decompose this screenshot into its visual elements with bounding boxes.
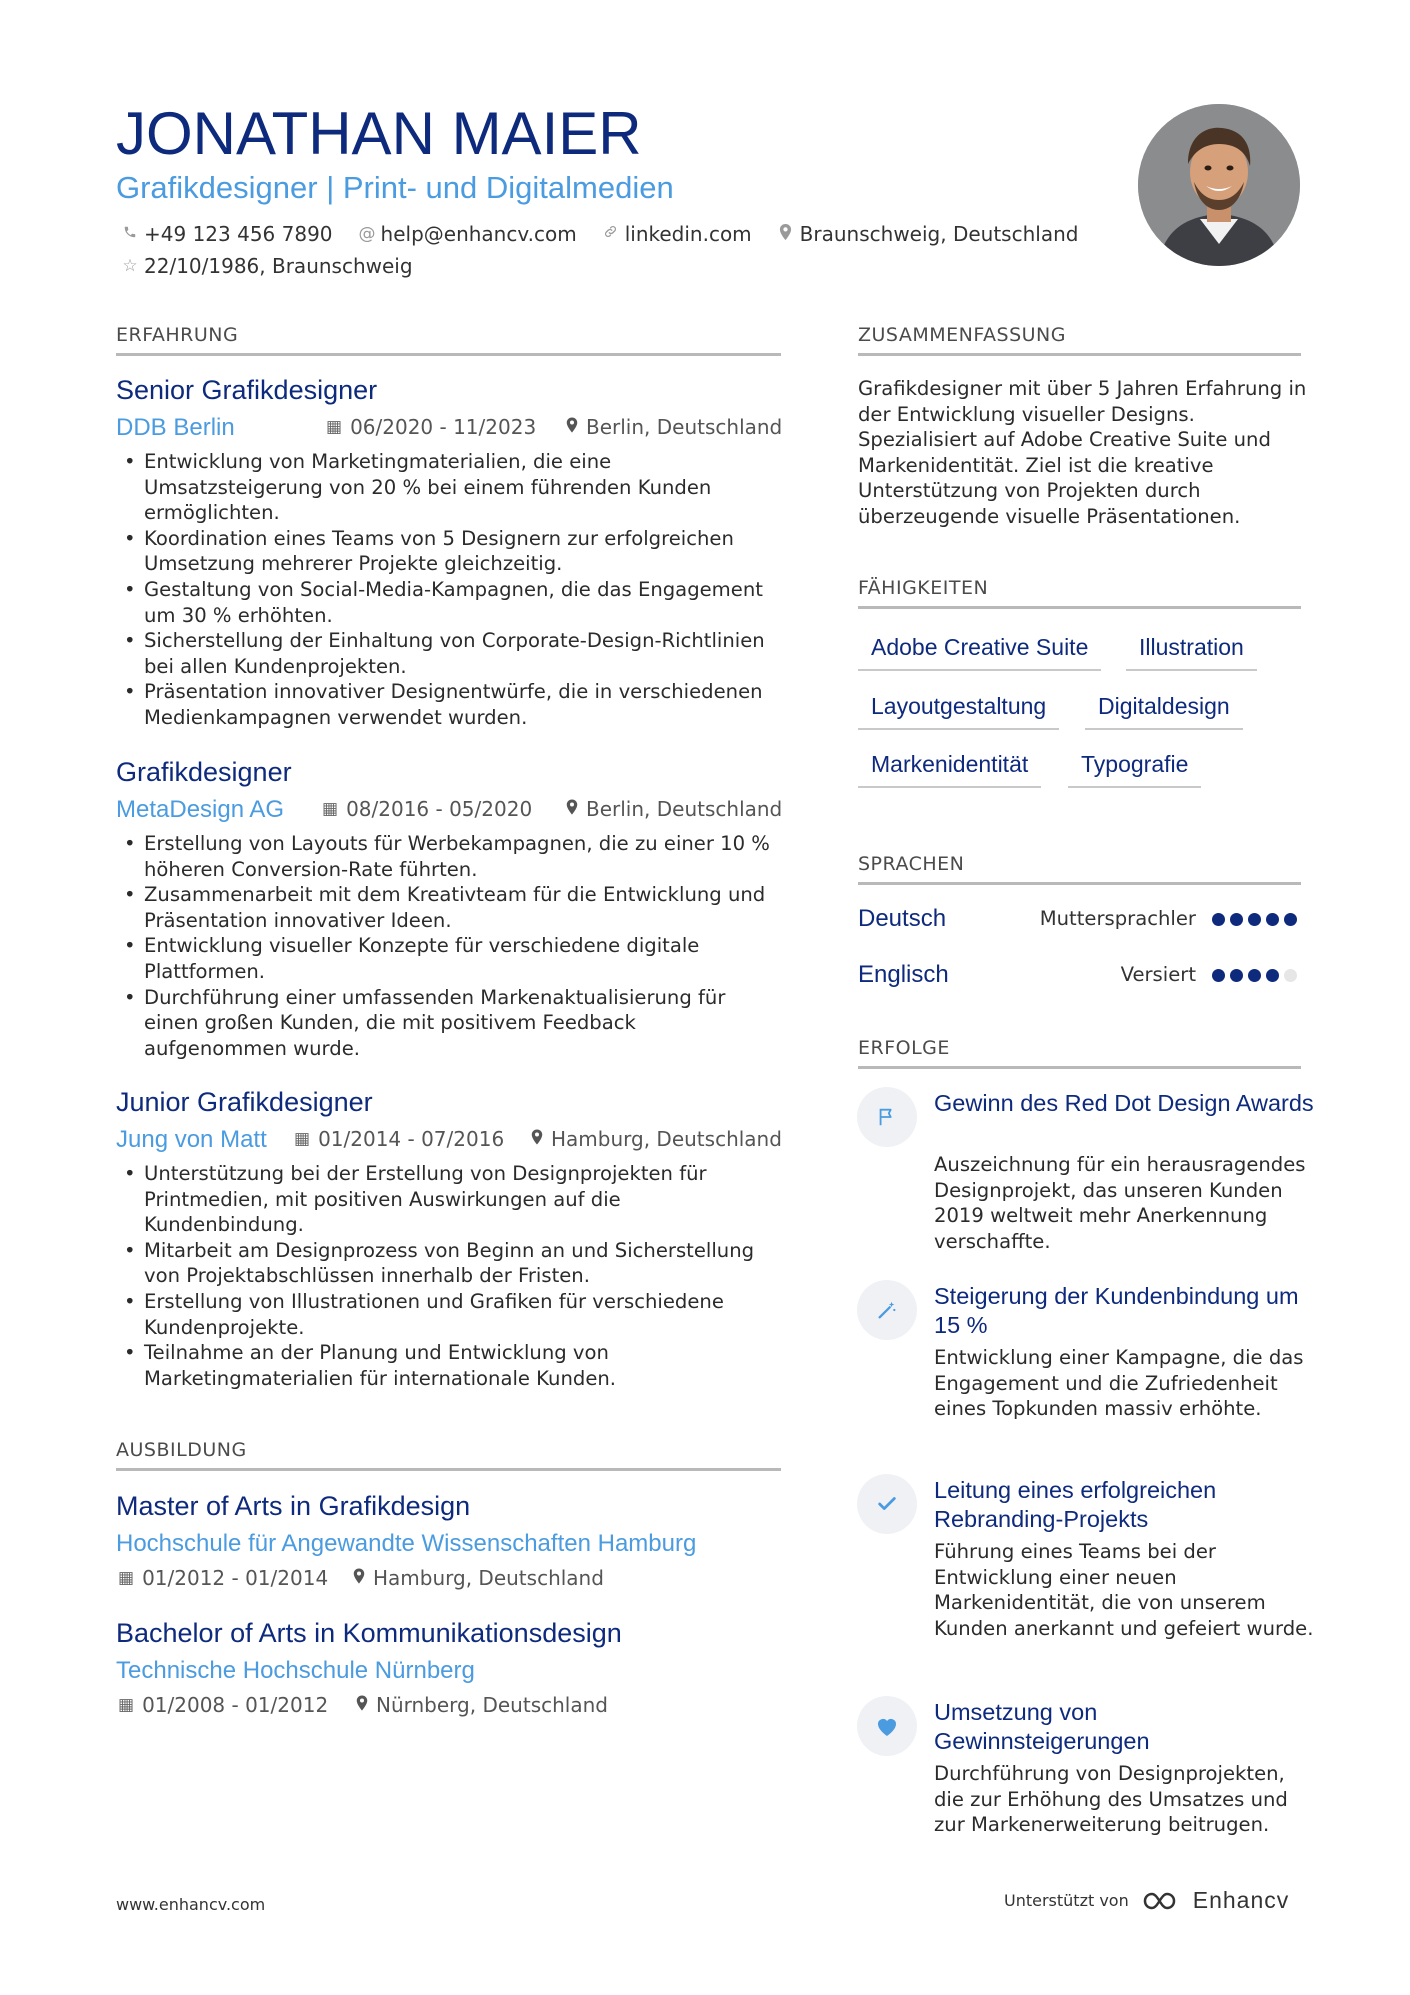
company-name: DDB Berlin <box>116 414 235 441</box>
job-location <box>531 1127 782 1151</box>
job-location-text: Hamburg, Deutschland <box>551 1127 782 1151</box>
rating-dot <box>1212 969 1225 982</box>
flag-icon <box>857 1087 917 1147</box>
bullet-item: • Präsentation innovativer Designentwürfe, die in verschiedenen Medienkampagnen verwendet wurden. <box>116 679 781 730</box>
job-location <box>566 797 782 821</box>
job-dates-text: 06/2020 - 11/2023 <box>350 415 537 439</box>
skill-tag: Digitaldesign <box>1085 693 1243 730</box>
rating-dot <box>1284 913 1297 926</box>
location-pin-icon <box>778 224 794 245</box>
skill-tag: Markenidentität <box>858 751 1041 788</box>
education-dates <box>118 1566 328 1590</box>
rating-dot <box>1284 969 1297 982</box>
bullet-item: • Erstellung von Illustrationen und Grafiken für verschiedene Kundenprojekte. <box>116 1289 781 1340</box>
rating-dot <box>1266 913 1279 926</box>
calendar-icon: ▦ <box>118 1568 135 1588</box>
job-location-text: Berlin, Deutschland <box>586 797 783 821</box>
job-location-text: Berlin, Deutschland <box>586 415 783 439</box>
linkedin-text[interactable]: linkedin.com <box>624 222 752 246</box>
school-name: Technische Hochschule Nürnberg <box>116 1657 475 1684</box>
location-pin-icon <box>356 1695 368 1716</box>
bullet-item: • Koordination eines Teams von 5 Designern zur erfolgreichen Umsetzung mehrerer Projekte gleichzeitig. <box>116 526 781 577</box>
summary-text: Grafikdesigner mit über 5 Jahren Erfahrung in der Entwicklung visueller Designs. Spezialisiert auf Adobe Creative Suite und Markenidentität. Ziel ist die kreative Unterstützung von Projekten durch überzeugende visuelle Präsentationen. <box>858 377 1307 528</box>
achievement-description: Entwicklung einer Kampagne, die das Engagement und die Zufriedenheit eines Topkunden massiv erhöhte. <box>934 1346 1304 1421</box>
bullet-item: • Erstellung von Layouts für Werbekampagnen, die zu einer 10 % höheren Conversion-Rate führten. <box>116 831 781 882</box>
achievement-title: Steigerung der Kundenbindung um 15 % <box>934 1283 1299 1338</box>
skill-tag: Layoutgestaltung <box>858 693 1059 730</box>
enhancv-logo <box>1141 1887 1290 1914</box>
achievements-section-title: ERFOLGE <box>858 1037 1301 1069</box>
calendar-icon: ▦ <box>326 417 343 437</box>
footer-website[interactable]: www.enhancv.com <box>116 1895 266 1914</box>
achievement-description: Führung eines Teams bei der Entwicklung einer neuen Markenidentität, die von unserem Kunden anerkannt und gefeiert wurde. <box>934 1540 1314 1640</box>
experience-section-title: ERFAHRUNG <box>116 324 781 356</box>
education-location <box>356 1693 608 1717</box>
language-level: Muttersprachler <box>1039 907 1196 930</box>
rating-dot <box>1230 913 1243 926</box>
heart-icon <box>857 1696 917 1756</box>
achievement-title: Leitung eines erfolgreichen Rebranding-Projekts <box>934 1477 1217 1532</box>
job-dates-text: 08/2016 - 05/2020 <box>346 797 533 821</box>
rating-dot <box>1248 913 1261 926</box>
achievement-description: Auszeichnung für ein herausragendes Designprojekt, das unseren Kunden 2019 weltweit mehr Anerkennung verschaffte. <box>934 1153 1306 1253</box>
job-location <box>566 415 782 439</box>
language-level: Versiert <box>1120 963 1196 986</box>
candidate-name: JONATHAN MAIER <box>116 100 642 167</box>
location-pin-icon <box>353 1568 365 1589</box>
job-dates <box>326 415 536 439</box>
email-item <box>359 222 577 246</box>
bullet-item: • Mitarbeit am Designprozess von Beginn an und Sicherstellung von Projektabschlüssen innerhalb der Fristen. <box>116 1238 781 1289</box>
at-icon: @ <box>358 224 376 244</box>
location-pin-icon <box>566 417 578 438</box>
summary-section-title: ZUSAMMENFASSUNG <box>858 324 1301 356</box>
skill-tag: Typografie <box>1068 751 1201 788</box>
contact-row-2 <box>122 251 439 281</box>
contact-row-1 <box>122 219 1104 249</box>
linkedin-item <box>603 222 752 246</box>
education-section-title: AUSBILDUNG <box>116 1439 781 1471</box>
language-name: Englisch <box>858 961 949 988</box>
skill-tag: Illustration <box>1126 634 1257 671</box>
language-name: Deutsch <box>858 905 947 932</box>
job-dates-text: 01/2014 - 07/2016 <box>318 1127 505 1151</box>
phone-icon <box>122 224 138 244</box>
job-title: Senior Grafikdesigner <box>116 375 378 405</box>
achievement-title: Gewinn des Red Dot Design Awards <box>934 1090 1314 1116</box>
rating-dot <box>1266 969 1279 982</box>
checkmark-icon <box>857 1474 917 1534</box>
bullet-item: • Entwicklung visueller Konzepte für verschiedene digitale Plattformen. <box>116 933 781 984</box>
education-location <box>353 1566 604 1590</box>
calendar-icon: ▦ <box>118 1695 135 1715</box>
bullet-item: • Durchführung einer umfassenden Markenaktualisierung für einen großen Kunden, die mit positivem Feedback aufgenommen wurde. <box>116 985 781 1062</box>
bullet-item: • Zusammenarbeit mit dem Kreativteam für die Entwicklung und Präsentation innovativer Ideen. <box>116 882 781 933</box>
rating-dot <box>1230 969 1243 982</box>
location-item <box>778 222 1079 246</box>
school-name: Hochschule für Angewandte Wissenschaften Hamburg <box>116 1530 697 1557</box>
brand-name: Enhancv <box>1192 1887 1290 1913</box>
education-location-text: Hamburg, Deutschland <box>373 1566 604 1590</box>
profile-photo <box>1138 104 1300 266</box>
job-bullets <box>116 1161 781 1391</box>
achievement-description: Durchführung von Designprojekten, die zur Erhöhung des Umsatzes und zur Markenerweiterung beitrugen. <box>934 1762 1288 1837</box>
email-text[interactable]: help@enhancv.com <box>380 222 577 246</box>
degree-title: Bachelor of Arts in Kommunikationsdesign <box>116 1618 622 1648</box>
magic-wand-icon <box>857 1280 917 1340</box>
job-bullets <box>116 449 781 731</box>
degree-title: Master of Arts in Grafikdesign <box>116 1491 471 1521</box>
job-dates <box>322 797 532 821</box>
rating-dot <box>1212 913 1225 926</box>
achievement-title: Umsetzung von Gewinnsteigerungen <box>934 1699 1150 1754</box>
phone-item <box>122 222 333 246</box>
rating-dot <box>1248 969 1261 982</box>
education-dates-text: 01/2008 - 01/2012 <box>142 1693 329 1717</box>
job-title: Grafikdesigner <box>116 757 292 787</box>
link-icon <box>603 224 619 244</box>
company-name: MetaDesign AG <box>116 796 285 823</box>
job-dates <box>294 1127 504 1151</box>
bullet-item: • Gestaltung von Social-Media-Kampagnen, die das Engagement um 30 % erhöhten. <box>116 577 781 628</box>
birth-item <box>122 254 413 278</box>
location-text: Braunschweig, Deutschland <box>799 222 1079 246</box>
education-dates-text: 01/2012 - 01/2014 <box>142 1566 329 1590</box>
languages-section-title: SPRACHEN <box>858 853 1301 885</box>
bullet-item: • Unterstützung bei der Erstellung von Designprojekten für Printmedien, mit positiven Auswirkungen auf die Kundenbindung. <box>116 1161 781 1238</box>
calendar-icon: ▦ <box>294 1129 311 1149</box>
location-pin-icon <box>566 799 578 820</box>
language-rating <box>1207 969 1297 982</box>
powered-by-text: Unterstützt von <box>1004 1891 1129 1910</box>
footer-branding <box>1004 1887 1289 1914</box>
bullet-item: • Entwicklung von Marketingmaterialien, die eine Umsatzsteigerung von 20 % bei einem führenden Kunden ermöglichten. <box>116 449 781 526</box>
company-name: Jung von Matt <box>116 1126 267 1153</box>
skill-tag: Adobe Creative Suite <box>858 634 1101 671</box>
job-bullets <box>116 831 781 1061</box>
education-location-text: Nürnberg, Deutschland <box>376 1693 608 1717</box>
candidate-title: Grafikdesigner | Print- und Digitalmedien <box>116 170 674 205</box>
education-dates <box>118 1693 328 1717</box>
location-pin-icon <box>531 1129 543 1150</box>
bullet-item: • Sicherstellung der Einhaltung von Corporate-Design-Richtlinien bei allen Kundenprojekten. <box>116 628 781 679</box>
language-rating <box>1207 913 1297 926</box>
skills-section-title: FÄHIGKEITEN <box>858 577 1301 609</box>
birth-text: 22/10/1986, Braunschweig <box>144 254 413 278</box>
job-title: Junior Grafikdesigner <box>116 1087 373 1117</box>
bullet-item: • Teilnahme an der Planung und Entwicklung von Marketingmaterialien für internationale Kunden. <box>116 1340 781 1391</box>
star-icon: ☆ <box>122 256 138 276</box>
calendar-icon: ▦ <box>322 799 339 819</box>
phone-text[interactable]: +49 123 456 7890 <box>144 222 333 246</box>
